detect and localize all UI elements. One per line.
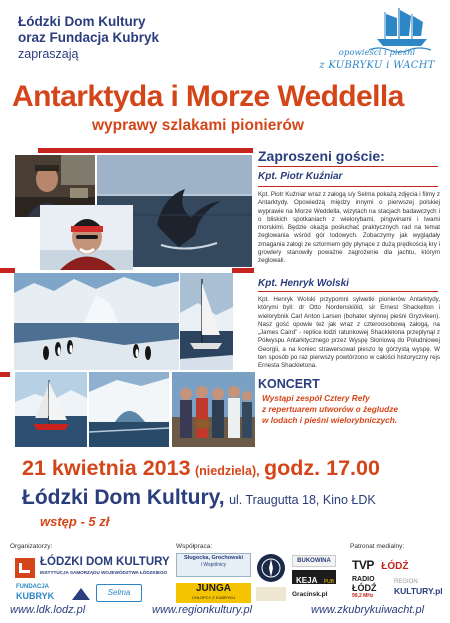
- event-date: 21 kwietnia 2013: [22, 456, 191, 480]
- slugocka-logo: [176, 553, 251, 577]
- red-accent-bar: [0, 268, 15, 273]
- ldk-logo: [14, 555, 169, 581]
- photo-band-cztery-refy: [172, 372, 255, 447]
- region-kultury-logo: [394, 578, 444, 598]
- ship-sketch-logo: [256, 587, 286, 601]
- fundacja-kubryk-logo: [16, 584, 66, 602]
- selma-logo: [96, 584, 142, 602]
- photo-sailboat-ice: [180, 273, 233, 370]
- slugocka-name: Sługocka, Grochowski: [184, 555, 243, 561]
- keja-logo: [292, 570, 336, 584]
- divider-line: [258, 166, 438, 167]
- event-weekday: (niedziela),: [194, 464, 260, 478]
- region-kultury-name: KULTURY.pl: [394, 586, 443, 596]
- junga-name: JUNGA: [195, 583, 231, 594]
- tvp-region: ŁÓDŹ: [381, 561, 409, 572]
- keja-name: KEJA: [296, 576, 318, 585]
- ldk-name: ŁÓDZKI DOM KULTURY: [40, 556, 170, 568]
- ldk-subtitle: INSTYTUCJA SAMORZĄDU WOJEWÓDZTWA ŁÓDZKIEGO: [40, 570, 168, 575]
- photo-captain-red-hat: [40, 205, 133, 270]
- fundacja-label: FUNDACJA: [16, 584, 49, 590]
- event-date-line: [22, 456, 380, 481]
- red-accent-bar: [0, 372, 10, 377]
- footer-url-ldk[interactable]: www.ldk.lodz.pl: [10, 604, 86, 616]
- kubryk-label: KUBRYK: [16, 591, 55, 601]
- tvp-lodz-logo: [352, 556, 438, 570]
- divider-line: [258, 291, 438, 292]
- ldk-emblem-icon: [14, 557, 36, 579]
- selma-label: Selma: [107, 588, 131, 597]
- concert-line: Wystąpi zespół Cztery Refy: [262, 393, 370, 403]
- tvp-name: TVP: [352, 558, 374, 572]
- junga-logo: [176, 583, 251, 603]
- bukowina-logo: [292, 555, 336, 567]
- keja-sub: PUB: [323, 579, 335, 585]
- photo-penguins-icebergs: [14, 273, 179, 370]
- entry-fee: wstęp - 5 zł: [40, 514, 110, 529]
- media-patronage-label: Patronat medialny:: [350, 543, 405, 550]
- event-address: ul. Traugutta 18, Kino ŁDK: [229, 493, 376, 507]
- guest-1-description: Kpt. Piotr Kuźniar wraz z załogą s/y Selma pokażą zdjęcia i filmy z Antarktydy. Opowiedzą między innymi o pierwszej polskiej wyprawie na Morze Weddella, wizytach na stacjach badawczych i o bliskich spotkaniach z wielorybami, pingwinami i lwami morskimi. Będzie okazja posłuchać praktycznych rad na temat żeglowania wśród gór lodowych. Zobaczymy jak wyglądały zmagania załogi ze sztormem gdy płynące z dużą prędkością kry i growlery stanowiły poważne zagrożenie dla jachtu, którym żeglowali.: [258, 191, 440, 265]
- logo-tagline: opowieści i pieśni: [338, 48, 416, 58]
- event-time: godz. 17.00: [264, 456, 380, 480]
- invited-guests-heading: Zaproszeni goście:: [258, 148, 385, 164]
- cooperation-label: Współpraca:: [176, 543, 213, 550]
- concert-heading: KONCERT: [258, 377, 320, 391]
- concert-line: w lodach i pieśni wielorybniczych.: [262, 414, 398, 425]
- event-place-line: [22, 486, 376, 510]
- concert-line: z repertuarem utworów o żegludze: [262, 403, 398, 414]
- radio-frequency: 99,2 MHz: [352, 593, 374, 599]
- region-label: REGION: [394, 579, 418, 585]
- divider-line: [258, 186, 438, 187]
- guest-1-name: Kpt. Piotr Kuźniar: [258, 171, 343, 182]
- radio-label: RADIO: [352, 576, 375, 583]
- photo-iceberg-arch: [89, 372, 169, 447]
- event-venue: Łódzki Dom Kultury,: [22, 486, 225, 509]
- radio-lodz-logo: [352, 576, 390, 604]
- poster-title: Antarktyda i Morze Weddella: [12, 80, 404, 113]
- red-accent-bar: [38, 148, 253, 153]
- invite-text: zapraszają: [18, 47, 79, 61]
- organizer-line-2: oraz Fundacja Kubryk: [18, 30, 160, 45]
- red-accent-bar: [232, 268, 254, 273]
- poster-subtitle: wyprawy szlakami pionierów: [92, 117, 304, 134]
- gracinsk-name: Gracinsk.pl: [292, 591, 328, 598]
- organizer-line-1: Łódzki Dom Kultury: [18, 14, 146, 29]
- logo-name: z KUBRYKU i WACHT: [319, 60, 435, 71]
- footer-url-zkubrykuiwacht[interactable]: www.zkubrykuiwacht.pl: [311, 604, 425, 616]
- radio-region: ŁÓDŹ: [352, 583, 377, 593]
- concert-description: [262, 393, 432, 425]
- guest-2-description: Kpt. Henryk Wolski przypomni sylwetki pionierów Antarktydy, którymi byli: dr Otto Nordenskiöld, sir Ernest Shackelton i wielorybnik Carl Anton Larsen (bohater słynnej pieśni Gryzviken). Nasz gość opowie też jak wraz z czteroosobową załogą, na „James Caird” - replice łodzi ratunkowej Shackletona przepłynął z Półwyspu Antarktycznego przez Wyspę Słoniową do Południowej Georgii, a na koniec strawersował pieszo tę górzystą wyspę. W ten sposób po raz pierwszy powtórzono w całości historyczny rejs Ernesta Shackletona.: [258, 296, 440, 370]
- sailing-ship-icon: [365, 6, 435, 54]
- guest-2-name: Kpt. Henryk Wolski: [258, 278, 349, 289]
- slugocka-sub: i Wspólnicy: [200, 562, 227, 568]
- bukowina-name: BUKOWINA: [297, 558, 331, 564]
- ldk-small-emblem-icon: [70, 586, 92, 602]
- junga-sub: CHŁOPCY Z KUBRYKU: [191, 595, 236, 600]
- gracinsk-logo: [292, 589, 340, 601]
- footer-url-regionkultury[interactable]: www.regionkultury.pl: [152, 604, 253, 616]
- photo-red-sailboat: [15, 372, 87, 447]
- compass-seal-icon: [256, 553, 286, 583]
- organizers-label: Organizatorzy:: [10, 543, 53, 550]
